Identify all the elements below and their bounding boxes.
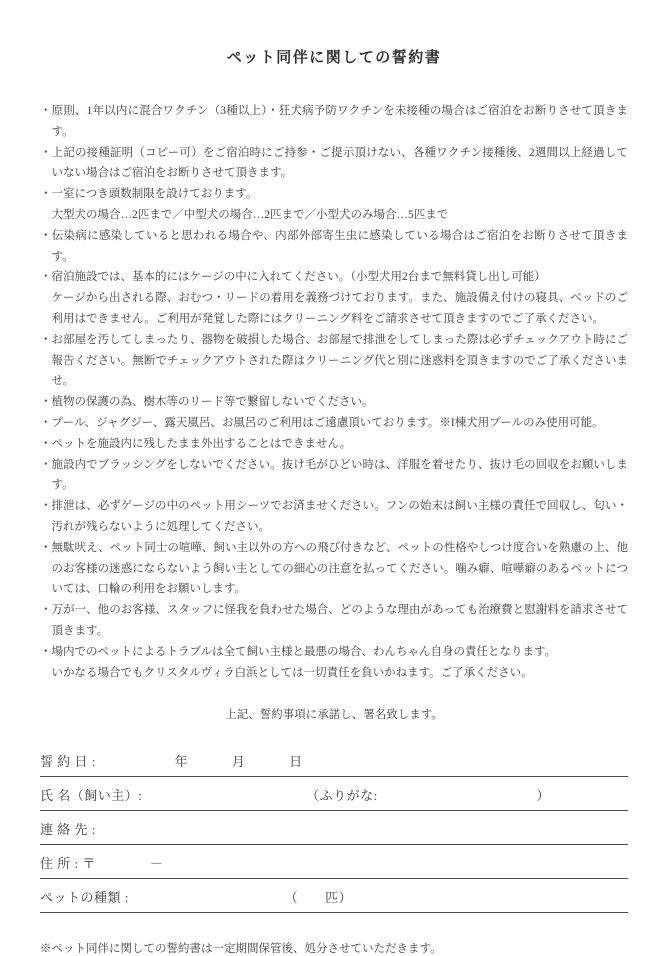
rule-item: ・伝染病に感染していると思われる場合や、内部外部寄生虫に感染している場合はご宿泊をお断りさせて頂きます。 <box>40 229 628 263</box>
address-label: 住 所 : 〒 <box>40 856 96 872</box>
rule-continuation-line: ケージから出される際、おむつ・リードの着用を義務づけております。また、施設備え付けの寝具、ベッドのご利用はできません。ご利用が発覚した際にはクリーニング料をご請求させて頂きますのでご了承ください。 <box>51 292 628 325</box>
rule-item: ・一室につき頭数制限を設けております。 <box>40 188 258 201</box>
rule-item: ・場内でのペットによるトラブルは全て飼い主様と最悪の場合、わんちゃん自身の責任となります。 <box>40 645 557 658</box>
rule-item: ・お部屋を汚してしまったり、器物を破損した場合、お部屋で排泄をしてしまった際は必ずチェックアウト時にご報告ください。無断でチェックアウトされた際はクリーニング代と別に迷惑料を頂きますのでご了承くださいませ。 <box>40 333 628 388</box>
year-unit-label: 年 <box>174 754 189 770</box>
furigana-label: （ふりがな: <box>306 788 378 804</box>
furigana-close-paren: ） <box>536 788 551 804</box>
pledge-date-label: 誓 約 日 : <box>40 754 96 770</box>
form-row-address <box>40 856 628 879</box>
rule-item: ・上記の接種証明（コピー可）をご宿泊時にご持参・ご提示頂けない、各種ワクチン接種後、2週間以上経過していない場合はご宿泊をお断りさせて頂きます。 <box>40 146 628 180</box>
month-unit-label: 月 <box>231 754 246 770</box>
rule-item: ・プール、ジャグジー、露天風呂、お風呂のご利用はご遠慮頂いております。※I棟犬用プールのみ使用可能。 <box>40 416 604 429</box>
rule-item: ・万が一、他のお客様、スタッフに怪我を負わせた場合、どのような理由があっても治療費と慰謝料を請求させて頂きます。 <box>40 604 628 637</box>
pet-count-unit: （ 匹） <box>284 890 353 906</box>
rule-item: ・植物の保護の為、樹木等のリード等で繋留しないでください。 <box>40 396 374 409</box>
rule-item: ・原則、1年以内に混合ワクチン（3種以上）・狂犬病予防ワクチンを未接種の場合はご宿泊をお断りさせて頂きます。 <box>40 105 628 138</box>
signature-form <box>40 754 628 913</box>
contact-label: 連 絡 先 : <box>40 822 96 838</box>
owner-name-label: 氏 名（飼い主）: <box>40 788 143 804</box>
rule-item: ・施設内でブラッシングをしないでください。抜け毛がひどい時は、洋服を着せたり、抜け毛の回収をお願いします。 <box>40 458 628 492</box>
agreement-statement: 上記、誓約事項に承諾し、署名致します。 <box>225 709 443 722</box>
form-row-pledge-date <box>40 754 628 777</box>
rule-continuation-line: 大型犬の場合…2匹まで／中型犬の場合…2匹まで／小型犬のみ場合…5匹まで <box>51 208 449 221</box>
rule-item: ・ペットを施設内に残したまま外出することはできません。 <box>40 437 352 450</box>
pet-type-label: ペットの種類 : <box>40 890 129 906</box>
day-unit-label: 日 <box>289 754 303 770</box>
rule-item: ・排泄は、必ずゲージの中のペット用シーツでお済ませください。フンの始末は飼い主様の責任で回収し、匂い・汚れが残らないように処理してください。 <box>40 500 628 533</box>
retention-note: ※ペット同伴に関しての誓約書は一定期間保管後、処分させていただきます。 <box>40 943 442 956</box>
page-title: ペット同伴に関しての誓約書 <box>226 50 442 66</box>
form-row-contact <box>40 822 628 845</box>
rule-continuation-line: いかなる場合でもクリスタルヴィラ白浜としては一切責任を負いかねます。ご了承ください。 <box>51 666 533 679</box>
form-row-owner-name <box>40 788 628 811</box>
rule-item: ・無駄吠え、ペット同士の喧嘩、飼い主以外の方への飛び付きなど、ペットの性格やしつけ度合いを熟慮の上、他のお客様の迷惑にならないよう飼い主としての細心の注意を払ってください。噛み癖、喧嘩癖のあるペットについては、口輪の利用をお願いします。 <box>40 541 628 596</box>
form-row-pet-type <box>40 890 628 913</box>
rule-item: ・宿泊施設では、基本的にはケージの中に入れてください。（小型犬用2台まで無料貸し出し可能） <box>40 271 546 284</box>
rules-list <box>40 101 628 683</box>
postal-code-dash: － <box>149 856 164 872</box>
